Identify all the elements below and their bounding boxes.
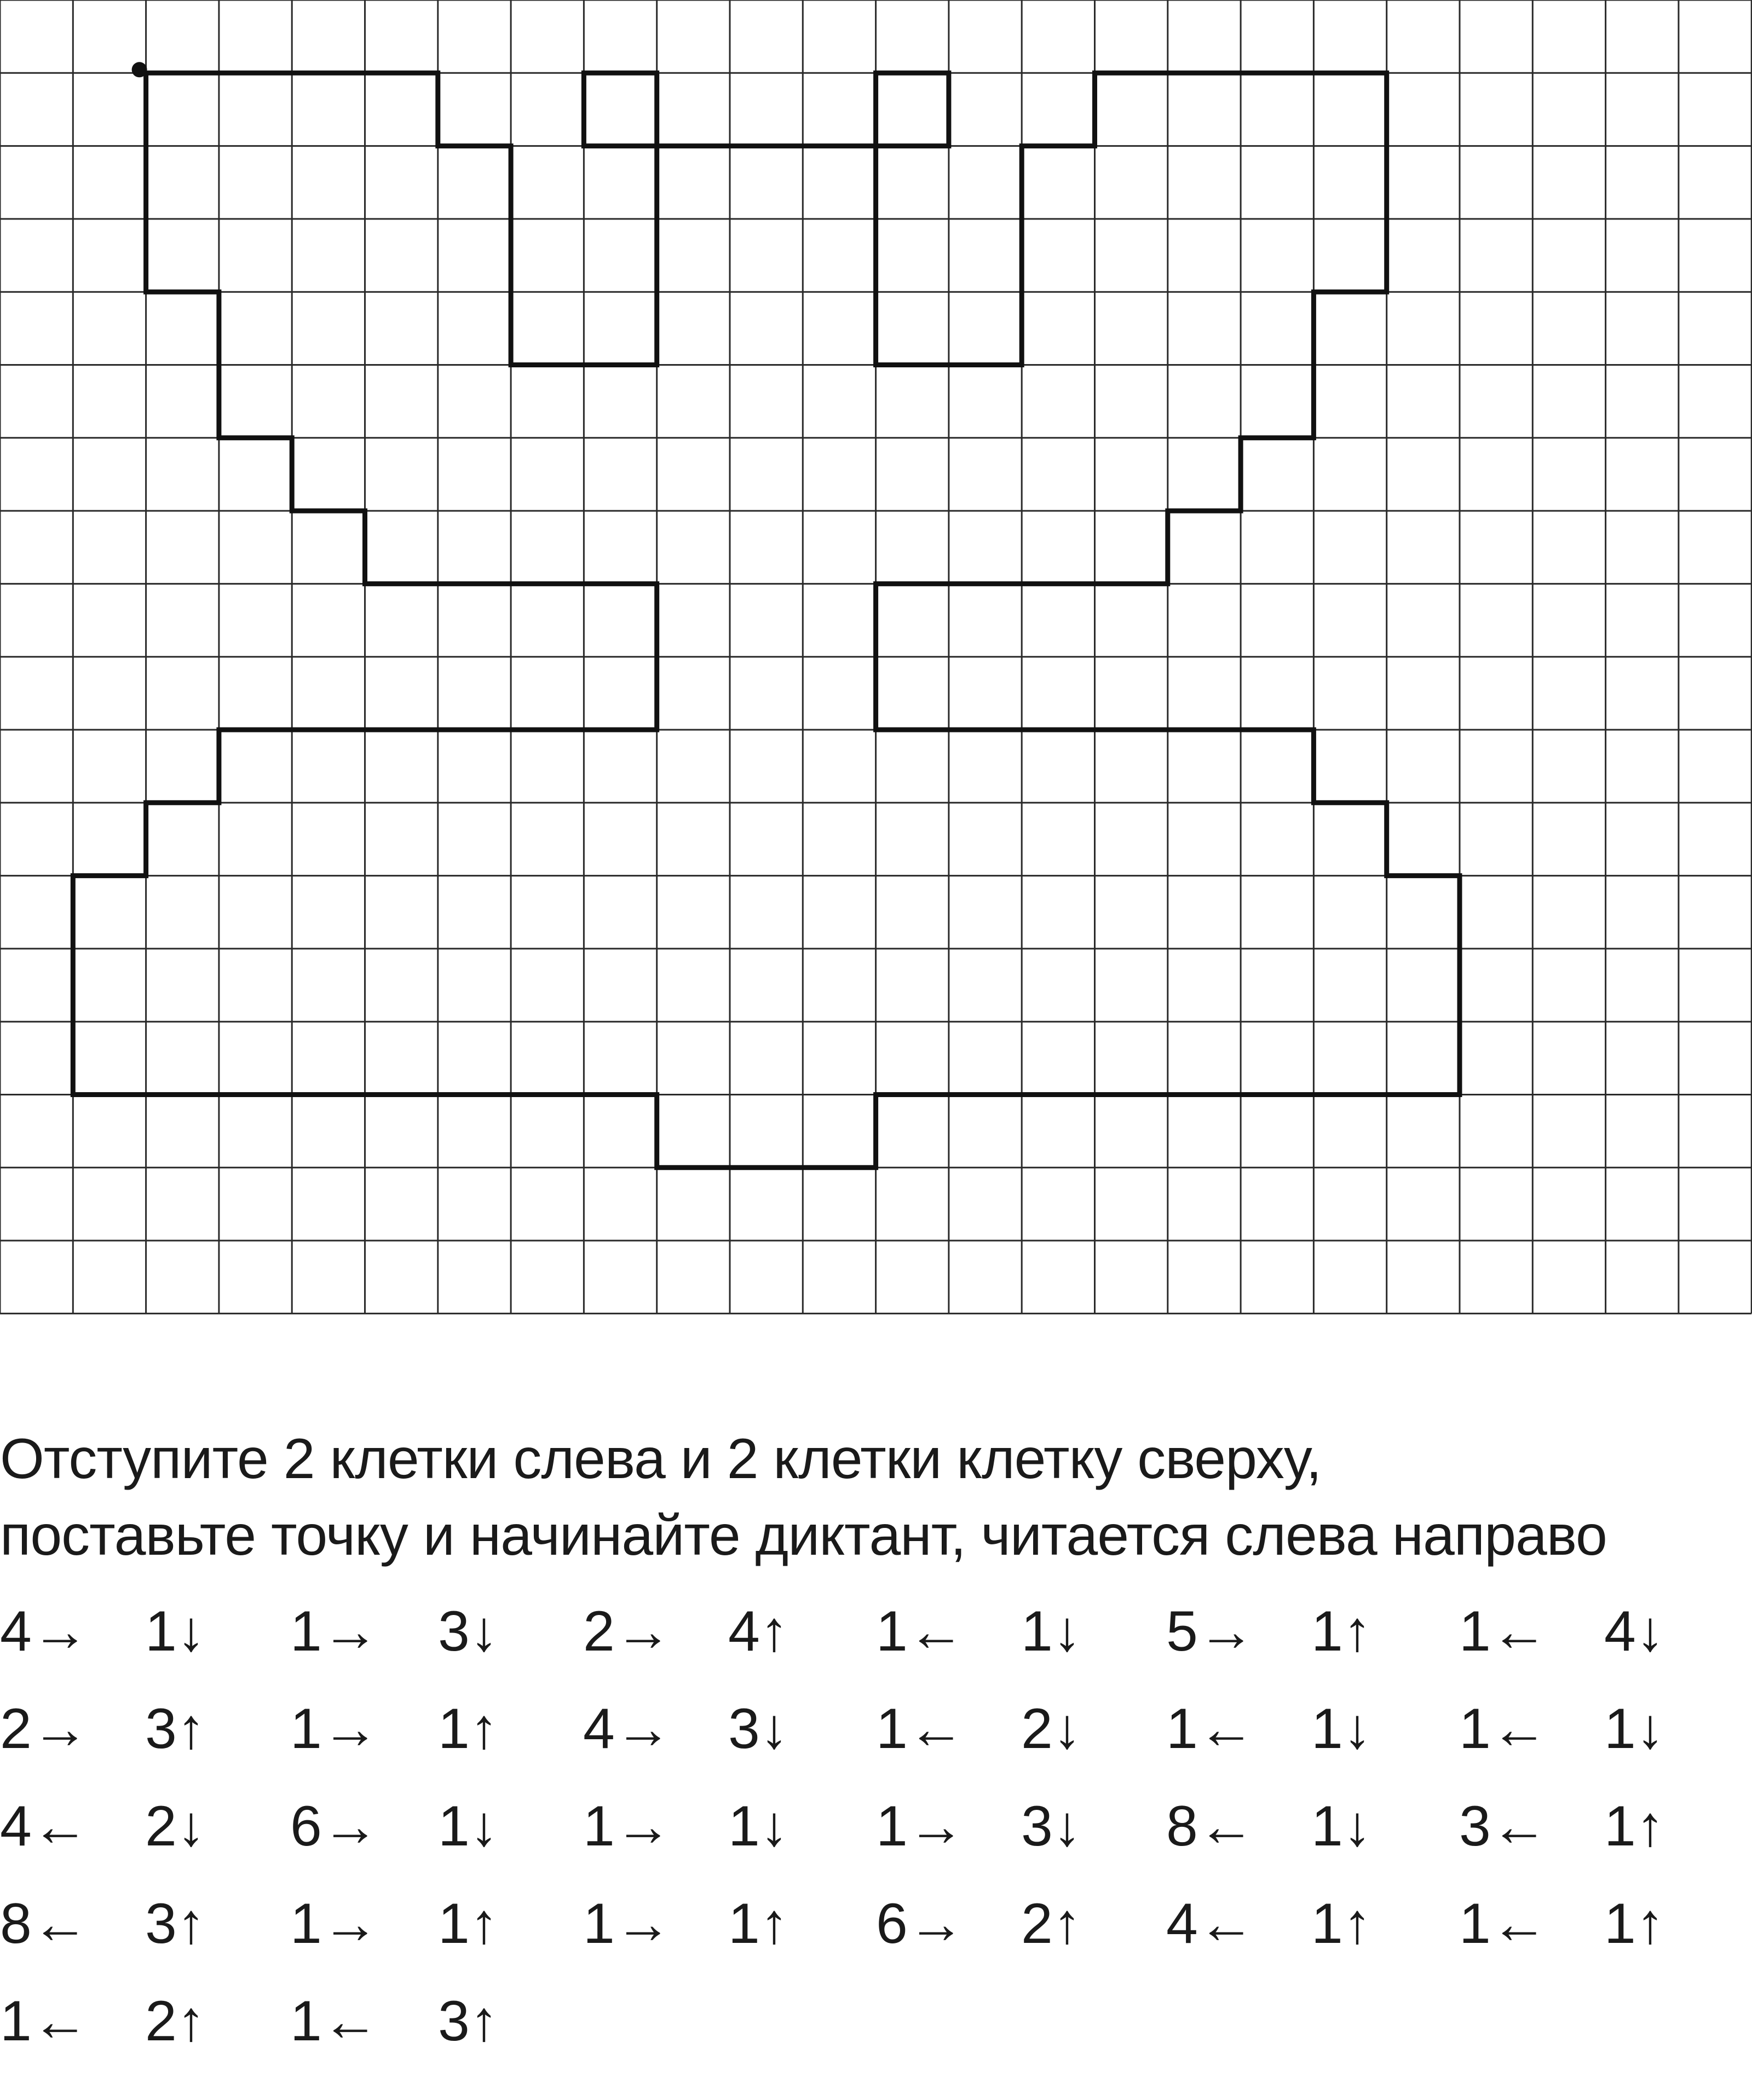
dictation-step: 1↑ bbox=[728, 1892, 788, 1955]
dictation-step: 6→ bbox=[290, 1795, 379, 1858]
dictation-step: 1← bbox=[1459, 1697, 1548, 1761]
dictation-step: 4↓ bbox=[1604, 1600, 1664, 1663]
dictation-commands bbox=[0, 1599, 1752, 2080]
dictation-step: 4→ bbox=[583, 1697, 672, 1761]
dictation-step: 1↓ bbox=[1021, 1600, 1081, 1663]
dictation-step: 1↑ bbox=[438, 1697, 498, 1761]
dictation-step: 1← bbox=[290, 1989, 379, 2053]
dictation-step: 1↑ bbox=[1604, 1795, 1664, 1858]
dictation-step: 1→ bbox=[876, 1795, 965, 1858]
dictation-step: 2↑ bbox=[145, 1989, 205, 2053]
dictation-step: 3← bbox=[1459, 1795, 1548, 1858]
dictation-step: 1← bbox=[876, 1697, 965, 1761]
dictation-step: 3↑ bbox=[145, 1892, 205, 1955]
dictation-step: 2↓ bbox=[145, 1795, 205, 1858]
dictation-step: 5→ bbox=[1166, 1600, 1255, 1663]
dictation-step: 1↓ bbox=[145, 1600, 205, 1663]
dictation-step: 3↑ bbox=[438, 1989, 498, 2053]
dictation-step: 1↑ bbox=[438, 1892, 498, 1955]
dictation-step: 1↑ bbox=[1311, 1892, 1371, 1955]
dictation-step: 1↓ bbox=[1604, 1697, 1664, 1761]
dictation-step: 1← bbox=[1459, 1892, 1548, 1955]
instructions-text bbox=[0, 1421, 1752, 1574]
dictation-step: 1→ bbox=[583, 1892, 672, 1955]
dictation-step: 6→ bbox=[876, 1892, 965, 1955]
dictation-step: 1↑ bbox=[1311, 1600, 1371, 1663]
dictation-step: 4→ bbox=[0, 1600, 89, 1663]
dictation-step: 1→ bbox=[290, 1697, 379, 1761]
dictation-step: 1→ bbox=[583, 1795, 672, 1858]
dictation-step: 2→ bbox=[0, 1697, 89, 1761]
dictation-step: 8← bbox=[1166, 1795, 1255, 1858]
dictation-step: 1← bbox=[0, 1989, 89, 2053]
dictation-step: 3↓ bbox=[438, 1600, 498, 1663]
dictation-step: 2→ bbox=[583, 1600, 672, 1663]
dictation-step: 4← bbox=[0, 1795, 89, 1858]
start-dot bbox=[132, 62, 147, 77]
dictation-step: 1↓ bbox=[728, 1795, 788, 1858]
dictation-step: 1↓ bbox=[438, 1795, 498, 1858]
dictation-step: 3↓ bbox=[1021, 1795, 1081, 1858]
dictation-step: 3↓ bbox=[728, 1697, 788, 1761]
dictation-step: 3↑ bbox=[145, 1697, 205, 1761]
instruction-line-2: поставьте точку и начинайте диктант, читается слева направо bbox=[0, 1504, 1607, 1567]
dictation-step: 4↑ bbox=[728, 1600, 788, 1663]
dictation-step: 1→ bbox=[290, 1600, 379, 1663]
dictation-step: 8← bbox=[0, 1892, 89, 1955]
dictation-step: 1↑ bbox=[1604, 1892, 1664, 1955]
dictation-step: 2↓ bbox=[1021, 1697, 1081, 1761]
dictation-step: 1← bbox=[1459, 1600, 1548, 1663]
dictation-step: 2↑ bbox=[1021, 1892, 1081, 1955]
dictation-step: 1← bbox=[876, 1600, 965, 1663]
dictation-step: 1↓ bbox=[1311, 1795, 1371, 1858]
dictation-step: 1↓ bbox=[1311, 1697, 1371, 1761]
dictation-step: 1← bbox=[1166, 1697, 1255, 1761]
dictation-step: 4← bbox=[1166, 1892, 1255, 1955]
dictation-figure-path bbox=[73, 73, 1460, 1168]
instruction-line-1: Отступите 2 клетки слева и 2 клетки клетку сверху, bbox=[0, 1427, 1322, 1491]
dictation-step: 1→ bbox=[290, 1892, 379, 1955]
